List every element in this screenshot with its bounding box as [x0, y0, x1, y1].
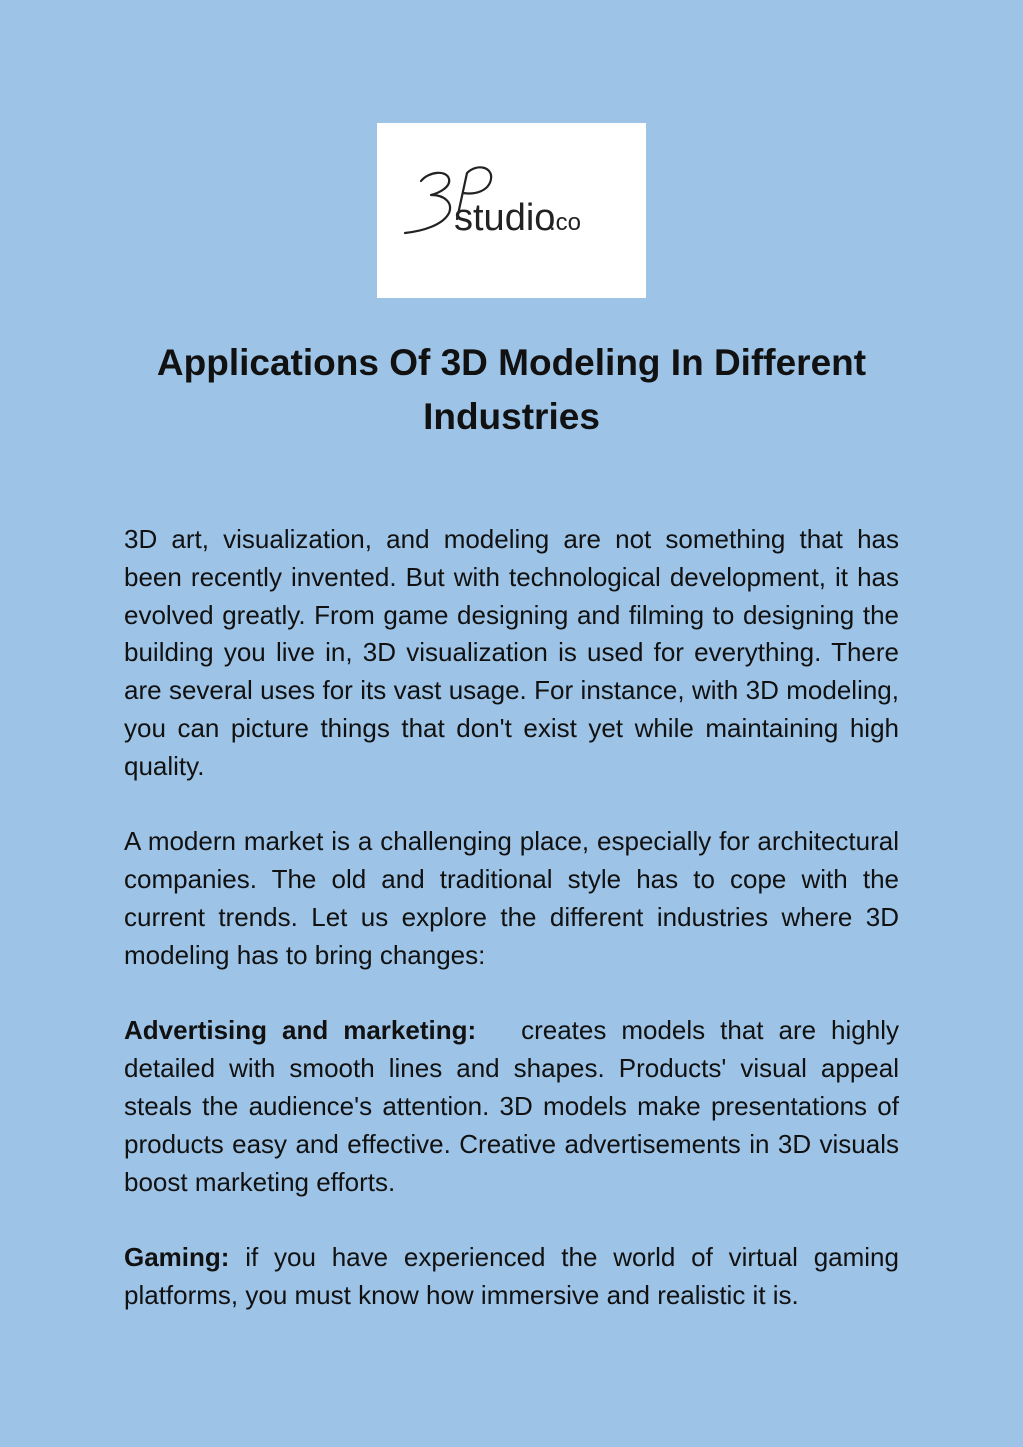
paragraph-label: Gaming:: [124, 1242, 230, 1273]
logo-wordmark: studio: [454, 197, 556, 239]
article-body: [124, 521, 899, 1353]
3pstudio-logo-icon: [377, 123, 646, 298]
paragraph-market: [124, 823, 899, 974]
paragraph-text: A modern market is a challenging place, especially for architectural companies. The old and traditional style has to cope with the current trends. Let us explore the different industries where 3D modeling has to bring changes:: [124, 826, 899, 970]
paragraph-text: creates models that are highly detailed with smooth lines and shapes. Products' visual appeal steals the audience's attention. 3D models make presentations of products easy and effective. Creative advertisements in 3D visuals boost marketing efforts.: [124, 1015, 899, 1197]
paragraph-advertising: [124, 1012, 899, 1201]
paragraph-text: if you have experienced the world of virtual gaming platforms, you must know how immersive and realistic it is.: [124, 1242, 899, 1310]
logo: [377, 123, 646, 298]
paragraph-intro: [124, 521, 899, 786]
paragraph-text: 3D art, visualization, and modeling are not something that has been recently invented. But with technological development, it has evolved greatly. From game designing and filming to designing the building you live in, 3D visualization is used for everything. There are several uses for its vast usage. For instance, with 3D modeling, you can picture things that don't exist yet while maintaining high quality.: [124, 524, 899, 781]
page-title: Applications Of 3D Modeling In Different Industries: [156, 342, 867, 437]
paragraph-gaming: [124, 1239, 899, 1315]
paragraph-label: Advertising and marketing:: [124, 1015, 477, 1046]
logo-suffix: .co: [549, 209, 582, 236]
